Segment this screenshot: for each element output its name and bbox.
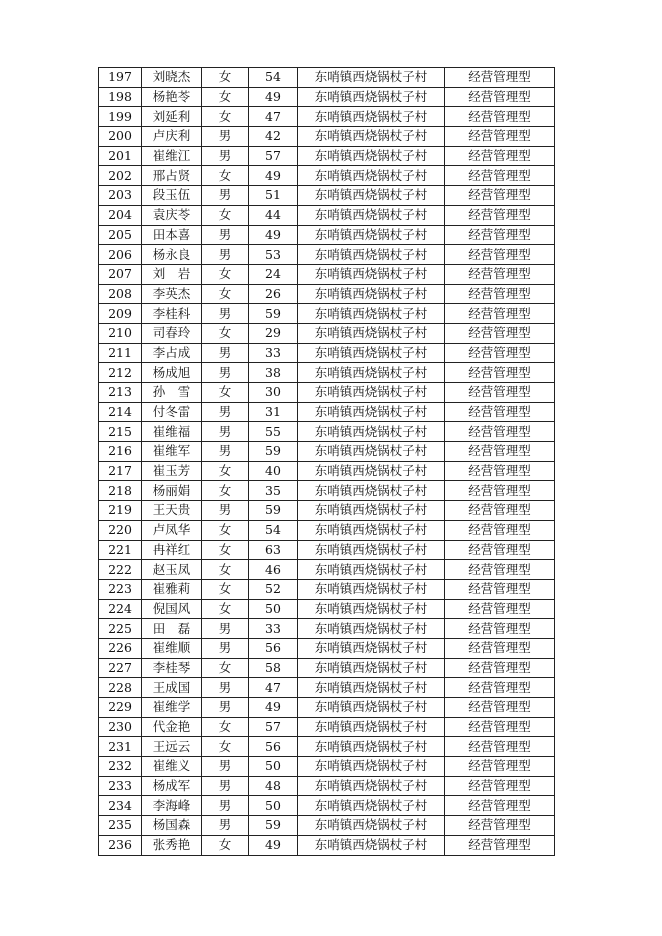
gender-cell: 男 <box>202 402 249 422</box>
gender-cell: 男 <box>202 422 249 442</box>
name-cell: 段玉伍 <box>142 186 202 206</box>
gender-cell: 女 <box>202 68 249 88</box>
age-cell: 56 <box>249 638 298 658</box>
row-number-cell: 215 <box>99 422 142 442</box>
table-row <box>99 245 555 265</box>
address-cell: 东哨镇西烧锅杖子村 <box>298 225 445 245</box>
category-cell: 经营管理型 <box>445 304 555 324</box>
table-row <box>99 638 555 658</box>
name-cell: 李英杰 <box>142 284 202 304</box>
category-cell: 经营管理型 <box>445 225 555 245</box>
gender-cell: 女 <box>202 579 249 599</box>
table-row <box>99 264 555 284</box>
gender-cell: 女 <box>202 737 249 757</box>
address-cell: 东哨镇西烧锅杖子村 <box>298 442 445 462</box>
category-cell: 经营管理型 <box>445 717 555 737</box>
name-cell: 李桂琴 <box>142 658 202 678</box>
name-cell: 司春玲 <box>142 323 202 343</box>
category-cell: 经营管理型 <box>445 127 555 147</box>
roster-table-body <box>99 68 555 856</box>
table-row <box>99 757 555 777</box>
row-number-cell: 206 <box>99 245 142 265</box>
address-cell: 东哨镇西烧锅杖子村 <box>298 717 445 737</box>
gender-cell: 男 <box>202 776 249 796</box>
gender-cell: 男 <box>202 816 249 836</box>
age-cell: 49 <box>249 87 298 107</box>
age-cell: 55 <box>249 422 298 442</box>
gender-cell: 女 <box>202 166 249 186</box>
address-cell: 东哨镇西烧锅杖子村 <box>298 166 445 186</box>
category-cell: 经营管理型 <box>445 245 555 265</box>
age-cell: 35 <box>249 481 298 501</box>
gender-cell: 女 <box>202 383 249 403</box>
row-number-cell: 205 <box>99 225 142 245</box>
age-cell: 50 <box>249 599 298 619</box>
address-cell: 东哨镇西烧锅杖子村 <box>298 481 445 501</box>
table-row <box>99 107 555 127</box>
age-cell: 33 <box>249 619 298 639</box>
table-row <box>99 186 555 206</box>
table-row <box>99 540 555 560</box>
gender-cell: 女 <box>202 599 249 619</box>
row-number-cell: 200 <box>99 127 142 147</box>
name-cell: 王天贵 <box>142 501 202 521</box>
age-cell: 42 <box>249 127 298 147</box>
age-cell: 40 <box>249 461 298 481</box>
row-number-cell: 223 <box>99 579 142 599</box>
category-cell: 经营管理型 <box>445 402 555 422</box>
address-cell: 东哨镇西烧锅杖子村 <box>298 501 445 521</box>
row-number-cell: 227 <box>99 658 142 678</box>
gender-cell: 男 <box>202 363 249 383</box>
table-row <box>99 166 555 186</box>
table-row <box>99 678 555 698</box>
gender-cell: 女 <box>202 520 249 540</box>
row-number-cell: 208 <box>99 284 142 304</box>
gender-cell: 男 <box>202 245 249 265</box>
address-cell: 东哨镇西烧锅杖子村 <box>298 284 445 304</box>
row-number-cell: 230 <box>99 717 142 737</box>
table-row <box>99 343 555 363</box>
row-number-cell: 233 <box>99 776 142 796</box>
gender-cell: 男 <box>202 442 249 462</box>
age-cell: 31 <box>249 402 298 422</box>
table-row <box>99 776 555 796</box>
gender-cell: 女 <box>202 323 249 343</box>
age-cell: 59 <box>249 501 298 521</box>
row-number-cell: 221 <box>99 540 142 560</box>
table-row <box>99 225 555 245</box>
name-cell: 邢占贤 <box>142 166 202 186</box>
category-cell: 经营管理型 <box>445 264 555 284</box>
category-cell: 经营管理型 <box>445 619 555 639</box>
address-cell: 东哨镇西烧锅杖子村 <box>298 127 445 147</box>
table-row <box>99 698 555 718</box>
row-number-cell: 228 <box>99 678 142 698</box>
name-cell: 刘晓杰 <box>142 68 202 88</box>
gender-cell: 女 <box>202 481 249 501</box>
age-cell: 44 <box>249 205 298 225</box>
age-cell: 47 <box>249 107 298 127</box>
table-row <box>99 796 555 816</box>
category-cell: 经营管理型 <box>445 560 555 580</box>
category-cell: 经营管理型 <box>445 442 555 462</box>
gender-cell: 男 <box>202 146 249 166</box>
row-number-cell: 214 <box>99 402 142 422</box>
address-cell: 东哨镇西烧锅杖子村 <box>298 757 445 777</box>
age-cell: 49 <box>249 835 298 855</box>
address-cell: 东哨镇西烧锅杖子村 <box>298 520 445 540</box>
age-cell: 46 <box>249 560 298 580</box>
address-cell: 东哨镇西烧锅杖子村 <box>298 383 445 403</box>
address-cell: 东哨镇西烧锅杖子村 <box>298 579 445 599</box>
address-cell: 东哨镇西烧锅杖子村 <box>298 402 445 422</box>
category-cell: 经营管理型 <box>445 284 555 304</box>
row-number-cell: 210 <box>99 323 142 343</box>
name-cell: 王远云 <box>142 737 202 757</box>
name-cell: 王成国 <box>142 678 202 698</box>
roster-table <box>98 67 555 856</box>
gender-cell: 男 <box>202 796 249 816</box>
name-cell: 杨成军 <box>142 776 202 796</box>
table-row <box>99 146 555 166</box>
category-cell: 经营管理型 <box>445 540 555 560</box>
row-number-cell: 202 <box>99 166 142 186</box>
address-cell: 东哨镇西烧锅杖子村 <box>298 599 445 619</box>
name-cell: 杨艳苓 <box>142 87 202 107</box>
table-row <box>99 461 555 481</box>
name-cell: 卢凤华 <box>142 520 202 540</box>
table-row <box>99 619 555 639</box>
address-cell: 东哨镇西烧锅杖子村 <box>298 363 445 383</box>
name-cell: 卢庆利 <box>142 127 202 147</box>
table-row <box>99 363 555 383</box>
category-cell: 经营管理型 <box>445 816 555 836</box>
table-row <box>99 816 555 836</box>
age-cell: 51 <box>249 186 298 206</box>
gender-cell: 男 <box>202 186 249 206</box>
name-cell: 崔维义 <box>142 757 202 777</box>
name-cell: 代金艳 <box>142 717 202 737</box>
age-cell: 24 <box>249 264 298 284</box>
row-number-cell: 209 <box>99 304 142 324</box>
category-cell: 经营管理型 <box>445 323 555 343</box>
name-cell: 杨丽娟 <box>142 481 202 501</box>
gender-cell: 男 <box>202 757 249 777</box>
table-row <box>99 402 555 422</box>
row-number-cell: 222 <box>99 560 142 580</box>
row-number-cell: 198 <box>99 87 142 107</box>
name-cell: 杨成旭 <box>142 363 202 383</box>
address-cell: 东哨镇西烧锅杖子村 <box>298 796 445 816</box>
name-cell: 刘延利 <box>142 107 202 127</box>
gender-cell: 女 <box>202 205 249 225</box>
table-row <box>99 737 555 757</box>
category-cell: 经营管理型 <box>445 599 555 619</box>
address-cell: 东哨镇西烧锅杖子村 <box>298 540 445 560</box>
category-cell: 经营管理型 <box>445 363 555 383</box>
category-cell: 经营管理型 <box>445 658 555 678</box>
row-number-cell: 236 <box>99 835 142 855</box>
gender-cell: 男 <box>202 501 249 521</box>
gender-cell: 女 <box>202 560 249 580</box>
row-number-cell: 203 <box>99 186 142 206</box>
gender-cell: 女 <box>202 284 249 304</box>
category-cell: 经营管理型 <box>445 796 555 816</box>
row-number-cell: 207 <box>99 264 142 284</box>
category-cell: 经营管理型 <box>445 501 555 521</box>
age-cell: 50 <box>249 757 298 777</box>
address-cell: 东哨镇西烧锅杖子村 <box>298 638 445 658</box>
row-number-cell: 235 <box>99 816 142 836</box>
name-cell: 李海峰 <box>142 796 202 816</box>
address-cell: 东哨镇西烧锅杖子村 <box>298 776 445 796</box>
address-cell: 东哨镇西烧锅杖子村 <box>298 835 445 855</box>
age-cell: 59 <box>249 304 298 324</box>
age-cell: 33 <box>249 343 298 363</box>
address-cell: 东哨镇西烧锅杖子村 <box>298 186 445 206</box>
address-cell: 东哨镇西烧锅杖子村 <box>298 205 445 225</box>
category-cell: 经营管理型 <box>445 205 555 225</box>
name-cell: 付冬雷 <box>142 402 202 422</box>
age-cell: 47 <box>249 678 298 698</box>
category-cell: 经营管理型 <box>445 186 555 206</box>
category-cell: 经营管理型 <box>445 146 555 166</box>
gender-cell: 女 <box>202 264 249 284</box>
row-number-cell: 224 <box>99 599 142 619</box>
name-cell: 崔维福 <box>142 422 202 442</box>
age-cell: 52 <box>249 579 298 599</box>
age-cell: 59 <box>249 442 298 462</box>
address-cell: 东哨镇西烧锅杖子村 <box>298 264 445 284</box>
age-cell: 58 <box>249 658 298 678</box>
age-cell: 57 <box>249 146 298 166</box>
name-cell: 田 磊 <box>142 619 202 639</box>
category-cell: 经营管理型 <box>445 481 555 501</box>
gender-cell: 男 <box>202 304 249 324</box>
table-row <box>99 658 555 678</box>
row-number-cell: 212 <box>99 363 142 383</box>
gender-cell: 女 <box>202 540 249 560</box>
name-cell: 赵玉凤 <box>142 560 202 580</box>
name-cell: 崔维顺 <box>142 638 202 658</box>
category-cell: 经营管理型 <box>445 579 555 599</box>
address-cell: 东哨镇西烧锅杖子村 <box>298 678 445 698</box>
gender-cell: 男 <box>202 638 249 658</box>
name-cell: 崔维学 <box>142 698 202 718</box>
table-row <box>99 323 555 343</box>
row-number-cell: 216 <box>99 442 142 462</box>
address-cell: 东哨镇西烧锅杖子村 <box>298 422 445 442</box>
address-cell: 东哨镇西烧锅杖子村 <box>298 619 445 639</box>
age-cell: 50 <box>249 796 298 816</box>
row-number-cell: 219 <box>99 501 142 521</box>
address-cell: 东哨镇西烧锅杖子村 <box>298 146 445 166</box>
age-cell: 57 <box>249 717 298 737</box>
row-number-cell: 220 <box>99 520 142 540</box>
table-row <box>99 717 555 737</box>
gender-cell: 男 <box>202 698 249 718</box>
age-cell: 38 <box>249 363 298 383</box>
table-row <box>99 284 555 304</box>
address-cell: 东哨镇西烧锅杖子村 <box>298 107 445 127</box>
row-number-cell: 225 <box>99 619 142 639</box>
row-number-cell: 217 <box>99 461 142 481</box>
name-cell: 崔雅莉 <box>142 579 202 599</box>
category-cell: 经营管理型 <box>445 107 555 127</box>
category-cell: 经营管理型 <box>445 383 555 403</box>
category-cell: 经营管理型 <box>445 835 555 855</box>
category-cell: 经营管理型 <box>445 343 555 363</box>
category-cell: 经营管理型 <box>445 461 555 481</box>
age-cell: 54 <box>249 520 298 540</box>
row-number-cell: 226 <box>99 638 142 658</box>
age-cell: 29 <box>249 323 298 343</box>
row-number-cell: 229 <box>99 698 142 718</box>
gender-cell: 女 <box>202 658 249 678</box>
table-row <box>99 442 555 462</box>
category-cell: 经营管理型 <box>445 166 555 186</box>
age-cell: 49 <box>249 225 298 245</box>
row-number-cell: 218 <box>99 481 142 501</box>
age-cell: 59 <box>249 816 298 836</box>
table-row <box>99 205 555 225</box>
gender-cell: 女 <box>202 87 249 107</box>
table-row <box>99 127 555 147</box>
row-number-cell: 232 <box>99 757 142 777</box>
address-cell: 东哨镇西烧锅杖子村 <box>298 816 445 836</box>
name-cell: 田本喜 <box>142 225 202 245</box>
row-number-cell: 234 <box>99 796 142 816</box>
gender-cell: 男 <box>202 619 249 639</box>
category-cell: 经营管理型 <box>445 698 555 718</box>
category-cell: 经营管理型 <box>445 757 555 777</box>
age-cell: 30 <box>249 383 298 403</box>
gender-cell: 女 <box>202 835 249 855</box>
row-number-cell: 201 <box>99 146 142 166</box>
gender-cell: 女 <box>202 717 249 737</box>
table-row <box>99 501 555 521</box>
address-cell: 东哨镇西烧锅杖子村 <box>298 343 445 363</box>
name-cell: 刘 岩 <box>142 264 202 284</box>
address-cell: 东哨镇西烧锅杖子村 <box>298 87 445 107</box>
address-cell: 东哨镇西烧锅杖子村 <box>298 323 445 343</box>
name-cell: 杨永良 <box>142 245 202 265</box>
age-cell: 49 <box>249 166 298 186</box>
category-cell: 经营管理型 <box>445 776 555 796</box>
name-cell: 崔维江 <box>142 146 202 166</box>
table-row <box>99 481 555 501</box>
category-cell: 经营管理型 <box>445 678 555 698</box>
table-row <box>99 422 555 442</box>
name-cell: 张秀艳 <box>142 835 202 855</box>
name-cell: 李占成 <box>142 343 202 363</box>
table-row <box>99 835 555 855</box>
age-cell: 26 <box>249 284 298 304</box>
name-cell: 李桂科 <box>142 304 202 324</box>
name-cell: 杨国森 <box>142 816 202 836</box>
address-cell: 东哨镇西烧锅杖子村 <box>298 560 445 580</box>
category-cell: 经营管理型 <box>445 638 555 658</box>
row-number-cell: 211 <box>99 343 142 363</box>
gender-cell: 男 <box>202 678 249 698</box>
age-cell: 54 <box>249 68 298 88</box>
address-cell: 东哨镇西烧锅杖子村 <box>298 658 445 678</box>
row-number-cell: 197 <box>99 68 142 88</box>
address-cell: 东哨镇西烧锅杖子村 <box>298 698 445 718</box>
age-cell: 48 <box>249 776 298 796</box>
category-cell: 经营管理型 <box>445 520 555 540</box>
category-cell: 经营管理型 <box>445 737 555 757</box>
table-row <box>99 520 555 540</box>
address-cell: 东哨镇西烧锅杖子村 <box>298 245 445 265</box>
table-row <box>99 560 555 580</box>
table-row <box>99 383 555 403</box>
name-cell: 孙 雪 <box>142 383 202 403</box>
gender-cell: 女 <box>202 107 249 127</box>
table-row <box>99 599 555 619</box>
gender-cell: 男 <box>202 225 249 245</box>
age-cell: 56 <box>249 737 298 757</box>
address-cell: 东哨镇西烧锅杖子村 <box>298 737 445 757</box>
name-cell: 倪国风 <box>142 599 202 619</box>
age-cell: 49 <box>249 698 298 718</box>
category-cell: 经营管理型 <box>445 68 555 88</box>
category-cell: 经营管理型 <box>445 87 555 107</box>
table-row <box>99 579 555 599</box>
row-number-cell: 231 <box>99 737 142 757</box>
age-cell: 53 <box>249 245 298 265</box>
row-number-cell: 213 <box>99 383 142 403</box>
row-number-cell: 199 <box>99 107 142 127</box>
address-cell: 东哨镇西烧锅杖子村 <box>298 304 445 324</box>
table-row <box>99 304 555 324</box>
address-cell: 东哨镇西烧锅杖子村 <box>298 461 445 481</box>
category-cell: 经营管理型 <box>445 422 555 442</box>
name-cell: 崔玉芳 <box>142 461 202 481</box>
name-cell: 冉祥红 <box>142 540 202 560</box>
gender-cell: 女 <box>202 461 249 481</box>
row-number-cell: 204 <box>99 205 142 225</box>
name-cell: 袁庆苓 <box>142 205 202 225</box>
gender-cell: 男 <box>202 127 249 147</box>
table-row <box>99 68 555 88</box>
age-cell: 63 <box>249 540 298 560</box>
address-cell: 东哨镇西烧锅杖子村 <box>298 68 445 88</box>
gender-cell: 男 <box>202 343 249 363</box>
name-cell: 崔维军 <box>142 442 202 462</box>
table-row <box>99 87 555 107</box>
